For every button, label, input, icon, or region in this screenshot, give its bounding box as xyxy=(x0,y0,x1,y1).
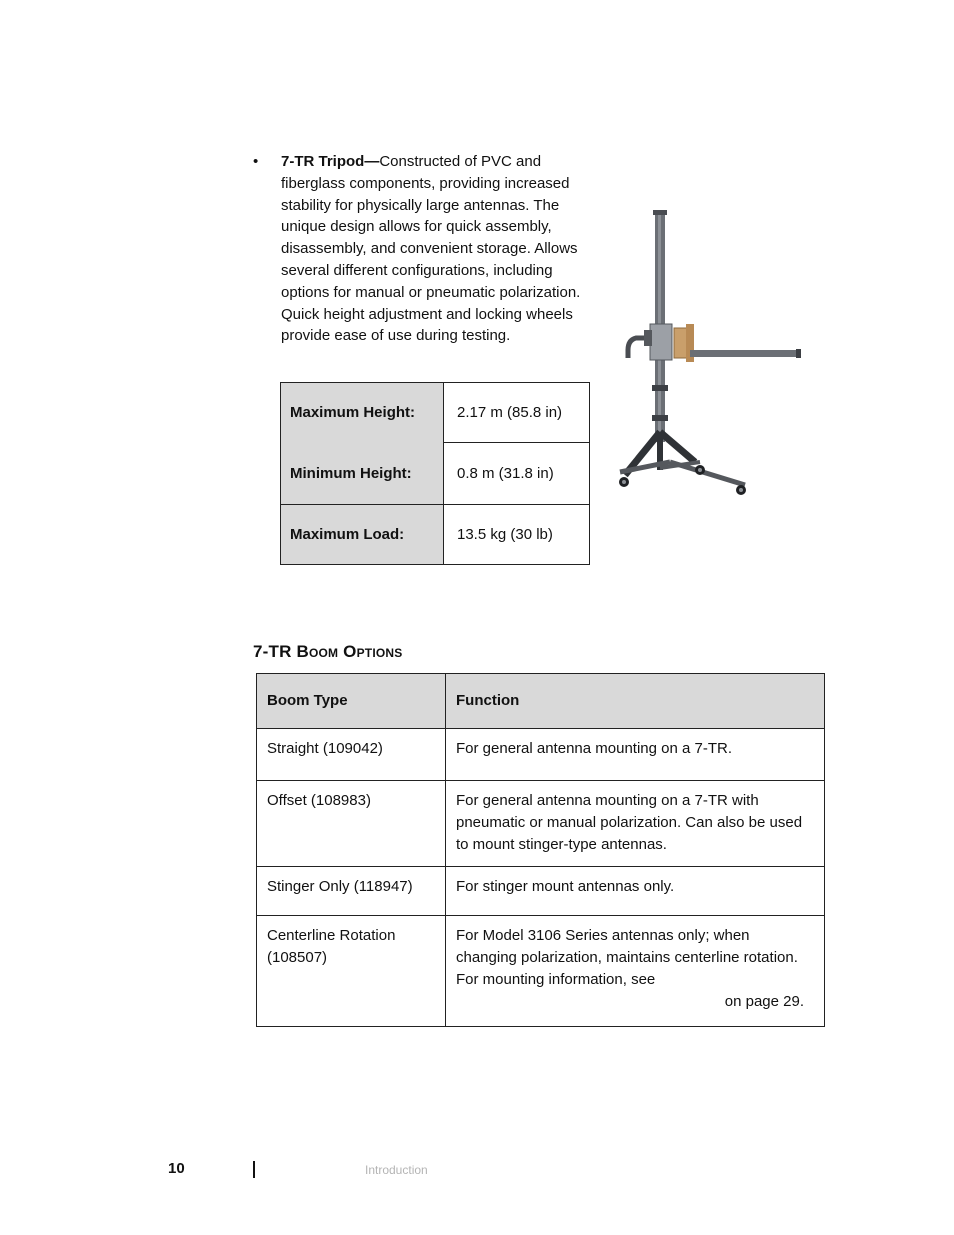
boom-type-cell: Stinger Only (118947) xyxy=(257,867,446,916)
column-header-function: Function xyxy=(446,674,825,729)
section-heading: 7-TR Boom Options xyxy=(253,642,403,661)
column-header-boom-type: Boom Type xyxy=(257,674,446,729)
function-cell: For general antenna mounting on a 7-TR. xyxy=(446,729,825,781)
table-header-row xyxy=(257,674,825,729)
function-text: For Model 3106 Series antennas only; when changing polarization, maintains centerline rotation. For mounting information, see xyxy=(456,927,798,988)
spec-value: 2.17 m (85.8 in) xyxy=(444,383,590,443)
spec-row-max-load xyxy=(281,505,590,565)
spec-label: Maximum Load: xyxy=(281,505,444,565)
boom-type-cell: Centerline Rotation (108507) xyxy=(257,916,446,1027)
footer-separator xyxy=(253,1161,255,1178)
tripod-spec-table xyxy=(280,382,590,565)
bullet-title: 7-TR Tripod— xyxy=(281,153,380,170)
boom-type-cell: Straight (109042) xyxy=(257,729,446,781)
bullet-body: Constructed of PVC and fiberglass components, providing increased stability for physically large antennas. The unique design allows for quick assembly, disassembly, and convenient storage. Allows several different configurations, including options for manual or pneumatic polarization. Quick height adjustment and locking wheels provide ease of use during testing. xyxy=(281,153,581,345)
bullet-symbol: • xyxy=(253,153,259,170)
spec-row-max-height xyxy=(281,383,590,443)
boom-type-cell: Offset (108983) xyxy=(257,781,446,867)
spec-label: Minimum Height: xyxy=(281,443,444,505)
tripod-stand-photo xyxy=(600,200,810,505)
spec-value: 0.8 m (31.8 in) xyxy=(444,443,590,505)
table-row xyxy=(257,867,825,916)
table-row xyxy=(257,729,825,781)
spec-label: Maximum Height: xyxy=(281,383,444,443)
function-cell: For general antenna mounting on a 7-TR with pneumatic or manual polarization. Can also be used to mount stinger-type antennas. xyxy=(446,781,825,867)
table-row xyxy=(257,781,825,867)
footer-section-name: Introduction xyxy=(365,1163,428,1177)
footer-page-number: 10 xyxy=(168,1160,185,1177)
page-reference-link[interactable]: on page 29. xyxy=(724,993,804,1010)
function-cell: For stinger mount antennas only. xyxy=(446,867,825,916)
spec-row-min-height xyxy=(281,443,590,505)
boom-options-table xyxy=(256,673,825,1027)
table-row xyxy=(257,916,825,1027)
spec-value: 13.5 kg (30 lb) xyxy=(444,505,590,565)
bullet-paragraph xyxy=(281,151,581,347)
function-cell xyxy=(446,916,825,1027)
